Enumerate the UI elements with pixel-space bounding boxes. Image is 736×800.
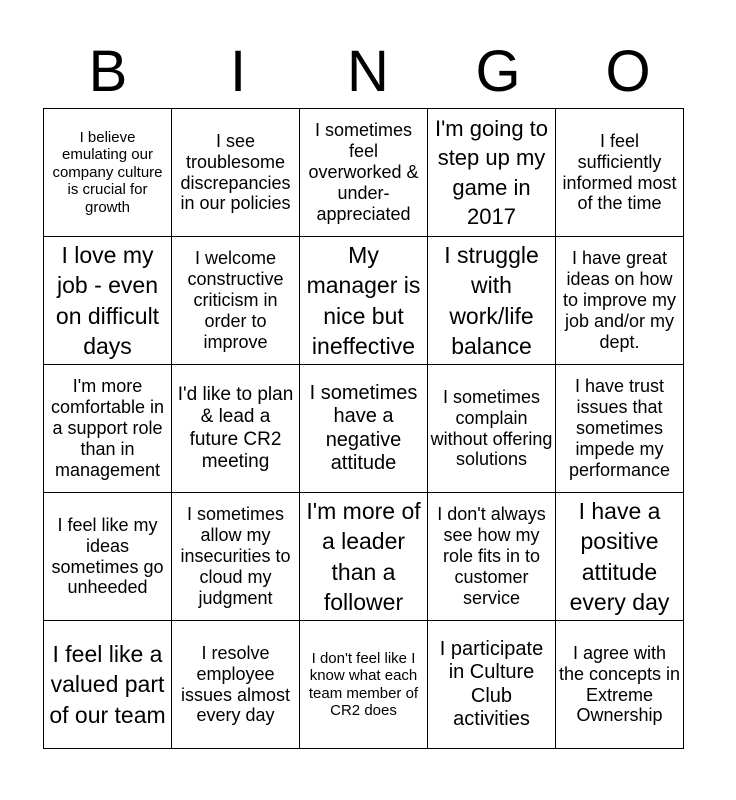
bingo-cell[interactable]: I feel like my ideas sometimes go unheeded (44, 493, 172, 621)
bingo-cell[interactable]: I resolve employee issues almost every day (172, 621, 300, 749)
bingo-cell[interactable]: I'd like to plan & lead a future CR2 meeting (172, 365, 300, 493)
header-letter-b: B (88, 39, 128, 104)
bingo-cell[interactable]: I sometimes complain without offering solutions (428, 365, 556, 493)
bingo-cell[interactable]: I sometimes feel overworked & under-appreciated (300, 109, 428, 237)
bingo-cell[interactable]: I don't always see how my role fits in to customer service (428, 493, 556, 621)
bingo-cell[interactable]: My manager is nice but ineffective (300, 237, 428, 365)
bingo-cell[interactable]: I'm going to step up my game in 2017 (428, 109, 556, 237)
board-row (44, 621, 684, 749)
bingo-cell[interactable]: I feel sufficiently informed most of the time (556, 109, 684, 237)
board-row (44, 493, 684, 621)
bingo-cell[interactable]: I welcome constructive criticism in order to improve (172, 237, 300, 365)
bingo-cell[interactable]: I see troublesome discrepancies in our policies (172, 109, 300, 237)
board-row (44, 237, 684, 365)
header-letter-i: I (229, 39, 247, 104)
header-letter-o: O (605, 39, 651, 104)
header-letter-n: N (347, 39, 389, 104)
header-letter-g: G (475, 39, 521, 104)
board-row (44, 365, 684, 493)
bingo-cell[interactable]: I'm more comfortable in a support role than in management (44, 365, 172, 493)
bingo-cell[interactable]: I don't feel like I know what each team member of CR2 does (300, 621, 428, 749)
bingo-cell[interactable]: I have trust issues that sometimes impede my performance (556, 365, 684, 493)
bingo-cell[interactable]: I struggle with work/life balance (428, 237, 556, 365)
bingo-board (43, 108, 684, 749)
board-row (44, 109, 684, 237)
bingo-cell[interactable]: I feel like a valued part of our team (44, 621, 172, 749)
bingo-cell[interactable]: I'm more of a leader than a follower (300, 493, 428, 621)
bingo-cell[interactable]: I have great ideas on how to improve my job and/or my dept. (556, 237, 684, 365)
bingo-cell[interactable]: I sometimes have a negative attitude (300, 365, 428, 493)
bingo-cell[interactable]: I participate in Culture Club activities (428, 621, 556, 749)
bingo-header (43, 40, 693, 104)
bingo-cell[interactable]: I have a positive attitude every day (556, 493, 684, 621)
bingo-cell[interactable]: I agree with the concepts in Extreme Ownership (556, 621, 684, 749)
bingo-cell[interactable]: I love my job - even on difficult days (44, 237, 172, 365)
bingo-cell[interactable]: I believe emulating our company culture is crucial for growth (44, 109, 172, 237)
bingo-cell[interactable]: I sometimes allow my insecurities to cloud my judgment (172, 493, 300, 621)
